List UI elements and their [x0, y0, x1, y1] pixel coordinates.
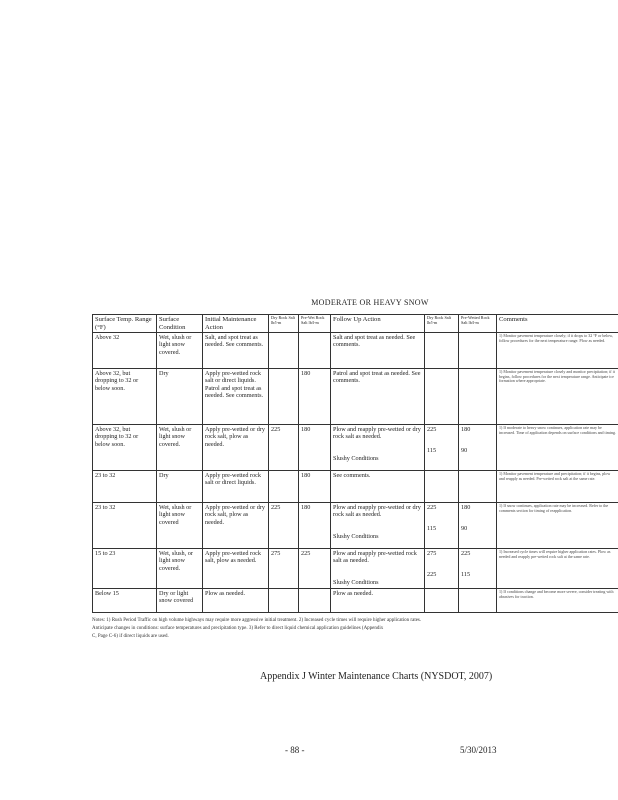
cell-temp-range [93, 589, 157, 613]
cell-initial-action-text: Salt, and spot treat as needed. See comments. [205, 334, 264, 349]
cell-initial-action-text: Apply pre-wetted or dry rock salt, plow as needed. [205, 504, 265, 526]
table-row [93, 425, 618, 471]
cell-initial-action-text: Apply pre-wetted rock salt or direct liquids. Patrol and spot treat as needed. See comments. [205, 370, 264, 399]
cell-dry-rate-1-text: 225 [271, 426, 281, 434]
cell-surface-condition-text: Wet, slush, or light snow covered. [159, 550, 193, 572]
header-comments: Comments [497, 315, 618, 333]
cell-dry-rate-1 [269, 333, 299, 369]
cell-dry-rate-2 [425, 471, 459, 503]
cell-comments-text: 1) Monitor pavement temperature closely and monitor precipitation; if it begins, follow procedures for the next temperature range. Anticipate ice formation where appropriate. [499, 369, 615, 384]
table-notes [92, 617, 618, 641]
cell-comments-text: 1) Monitor pavement temperature closely; if it drops to 32 °F or below, follow procedures for the next temperature range. Plow as needed. [499, 333, 613, 343]
cell-dry-rate-1 [269, 503, 299, 549]
cell-initial-action [203, 425, 269, 471]
appendix-caption: Appendix J Winter Maintenance Charts (NYSDOT, 2007) [260, 671, 493, 682]
slushy-conditions-label: Slushy Conditions [333, 578, 379, 586]
cell-temp-range-text: Above 32, but dropping to 32 or below soon. [95, 426, 139, 448]
cell-prewet-rate-1 [299, 549, 331, 589]
header-prewet-rate-2: Pre-Wetted Rock Salt lb/l-m [459, 315, 497, 333]
cell-prewet-rate-1-text: 225 [301, 550, 311, 558]
header-follow-up: Follow Up Action [331, 315, 425, 333]
cell-temp-range-text: Above 32 [95, 334, 120, 342]
cell-surface-condition [157, 471, 203, 503]
cell-initial-action-text: Apply pre-wetted rock salt, plow as needed. [205, 550, 262, 565]
cell-prewet-rate-1-text: 180 [301, 370, 311, 378]
cell-comments-text: 1) If moderate to heavy snow continues, application rate may be increased. Time of application depends on surface conditions and timing. [499, 425, 616, 435]
note-line: Notes: 1) Rush Period Traffic on high volume highways may require more aggressive initial treatment. 2) Increased cycle times will require higher application rates. [92, 618, 422, 623]
note-line: C, Page C-6) if direct liquids are used. [92, 634, 169, 639]
cell-prewet-rate-1 [299, 369, 331, 425]
cell-follow-up-text: Plow and reapply pre-wetted rock salt as needed. [333, 550, 417, 565]
table-row [93, 471, 618, 503]
chart-title: MODERATE OR HEAVY SNOW [311, 298, 429, 307]
cell-initial-action [203, 333, 269, 369]
cell-dry-rate-2-text: 225 [427, 426, 437, 434]
cell-surface-condition-text: Dry [159, 370, 169, 378]
cell-follow-up [331, 333, 425, 369]
cell-prewet-rate-1 [299, 333, 331, 369]
cell-prewet-rate-1 [299, 425, 331, 471]
cell-comments [497, 549, 618, 589]
cell-surface-condition [157, 549, 203, 589]
cell-dry-rate-2 [425, 589, 459, 613]
page-number: - 88 - [285, 745, 305, 755]
cell-follow-up [331, 471, 425, 503]
header-temp: Surface Temp. Range (°F) [93, 315, 157, 333]
table-row [93, 503, 618, 549]
cell-follow-up [331, 503, 425, 549]
cell-dry-rate-2 [425, 549, 459, 589]
cell-prewet-rate-2 [459, 471, 497, 503]
cell-prewet-rate-2-slushy: 90 [461, 447, 468, 455]
cell-comments [497, 589, 618, 613]
cell-dry-rate-1 [269, 471, 299, 503]
page-date: 5/30/2013 [460, 745, 497, 755]
cell-prewet-rate-2-slushy: 90 [461, 525, 468, 533]
cell-prewet-rate-2-text: 180 [461, 504, 471, 512]
cell-prewet-rate-1 [299, 471, 331, 503]
cell-follow-up-text: Plow and reapply pre-wetted or dry rock salt as needed. [333, 504, 421, 519]
cell-temp-range [93, 425, 157, 471]
cell-comments [497, 333, 618, 369]
cell-initial-action [203, 369, 269, 425]
cell-prewet-rate-2-text: 180 [461, 426, 471, 434]
cell-surface-condition-text: Dry or light snow covered [159, 590, 194, 605]
header-dry-rate-2: Dry Rock Salt lb/l-m [425, 315, 459, 333]
cell-prewet-rate-1-text: 180 [301, 504, 311, 512]
cell-surface-condition-text: Wet, slush or light snow covered. [159, 334, 192, 356]
cell-initial-action [203, 549, 269, 589]
cell-follow-up-text: Patrol and spot treat as needed. See comments. [333, 370, 421, 385]
cell-prewet-rate-2 [459, 369, 497, 425]
cell-prewet-rate-2 [459, 333, 497, 369]
cell-dry-rate-2-slushy: 115 [427, 447, 437, 455]
cell-comments-text: 1) Monitor pavement temperature and precipitation; if it begins, plow and reapply as needed. Pre-wetted rock salt at the same rate. [499, 471, 611, 481]
header-row [93, 315, 618, 333]
cell-follow-up [331, 589, 425, 613]
slushy-conditions-label: Slushy Conditions [333, 454, 379, 462]
cell-surface-condition-text: Wet, slush or light snow covered [159, 504, 192, 526]
cell-surface-condition-text: Wet, slush or light snow covered. [159, 426, 192, 448]
cell-dry-rate-2-text: 275 [427, 550, 437, 558]
cell-dry-rate-1 [269, 549, 299, 589]
winter-maintenance-table [92, 314, 618, 613]
header-dry-rate-1: Dry Rock Salt lb/l-m [269, 315, 299, 333]
cell-comments [497, 471, 618, 503]
cell-temp-range [93, 549, 157, 589]
cell-initial-action [203, 503, 269, 549]
cell-comments [497, 425, 618, 471]
table-row [93, 589, 618, 613]
cell-dry-rate-1-text: 225 [271, 504, 281, 512]
cell-dry-rate-2 [425, 503, 459, 549]
cell-prewet-rate-1-text: 180 [301, 472, 311, 480]
cell-initial-action-text: Plow as needed. [205, 590, 246, 598]
cell-prewet-rate-2 [459, 589, 497, 613]
cell-follow-up-text: See comments. [333, 472, 371, 480]
cell-prewet-rate-1-text: 180 [301, 426, 311, 434]
cell-comments-text: 1) Increased cycle times will require higher application rates. Plow as needed and reapply pre-wetted rock salt at the same rate. [499, 549, 611, 559]
cell-surface-condition [157, 333, 203, 369]
cell-surface-condition-text: Dry [159, 472, 169, 480]
table-row [93, 549, 618, 589]
cell-follow-up-text: Salt and spot treat as needed. See comments. [333, 334, 416, 349]
cell-temp-range-text: Above 32, but dropping to 32 or below soon. [95, 370, 139, 392]
cell-initial-action-text: Apply pre-wetted rock salt or direct liquids. [205, 472, 262, 487]
cell-dry-rate-2 [425, 333, 459, 369]
cell-temp-range-text: 23 to 32 [95, 504, 116, 512]
cell-comments [497, 369, 618, 425]
cell-follow-up-text: Plow as needed. [333, 590, 374, 598]
cell-initial-action-text: Apply pre-wetted or dry rock salt, plow as needed. [205, 426, 265, 448]
cell-temp-range [93, 503, 157, 549]
cell-comments [497, 503, 618, 549]
cell-prewet-rate-2 [459, 549, 497, 589]
slushy-conditions-label: Slushy Conditions [333, 532, 379, 540]
cell-comments-text: 1) If snow continues, application rate may be increased. Refer to the comments section for timing of reapplication. [499, 503, 609, 513]
cell-prewet-rate-1 [299, 589, 331, 613]
cell-dry-rate-2 [425, 425, 459, 471]
header-condition: Surface Condition [157, 315, 203, 333]
cell-dry-rate-2-text: 225 [427, 504, 437, 512]
header-initial-action: Initial Maintenance Action [203, 315, 269, 333]
cell-surface-condition [157, 503, 203, 549]
cell-dry-rate-1 [269, 425, 299, 471]
cell-temp-range [93, 471, 157, 503]
cell-temp-range [93, 369, 157, 425]
cell-surface-condition [157, 425, 203, 471]
cell-dry-rate-1-text: 275 [271, 550, 281, 558]
cell-prewet-rate-2 [459, 425, 497, 471]
cell-dry-rate-2 [425, 369, 459, 425]
cell-temp-range-text: Below 15 [95, 590, 119, 598]
cell-dry-rate-1 [269, 369, 299, 425]
cell-initial-action [203, 471, 269, 503]
cell-prewet-rate-2-text: 225 [461, 550, 471, 558]
cell-follow-up [331, 425, 425, 471]
cell-initial-action [203, 589, 269, 613]
cell-prewet-rate-1 [299, 503, 331, 549]
cell-follow-up [331, 369, 425, 425]
cell-prewet-rate-2 [459, 503, 497, 549]
cell-dry-rate-1 [269, 589, 299, 613]
cell-surface-condition [157, 589, 203, 613]
table-row [93, 369, 618, 425]
table-row [93, 333, 618, 369]
cell-prewet-rate-2-slushy: 115 [461, 571, 471, 579]
cell-comments-text: 1) If conditions change and become more severe, consider treating with abrasives for traction. [499, 589, 614, 599]
cell-temp-range [93, 333, 157, 369]
cell-temp-range-text: 23 to 32 [95, 472, 116, 480]
cell-follow-up-text: Plow and reapply pre-wetted or dry rock salt as needed. [333, 426, 421, 441]
cell-dry-rate-2-slushy: 115 [427, 525, 437, 533]
cell-follow-up [331, 549, 425, 589]
cell-surface-condition [157, 369, 203, 425]
header-prewet-rate-1: Pre-Wet Rock Salt lb/l-m [299, 315, 331, 333]
cell-temp-range-text: 15 to 23 [95, 550, 116, 558]
cell-dry-rate-2-slushy: 225 [427, 571, 437, 579]
note-line: Anticipate changes in conditions: surface temperatures and precipitation type. 3) Refer to direct liquid chemical application guidelines (Appendix [92, 626, 384, 631]
